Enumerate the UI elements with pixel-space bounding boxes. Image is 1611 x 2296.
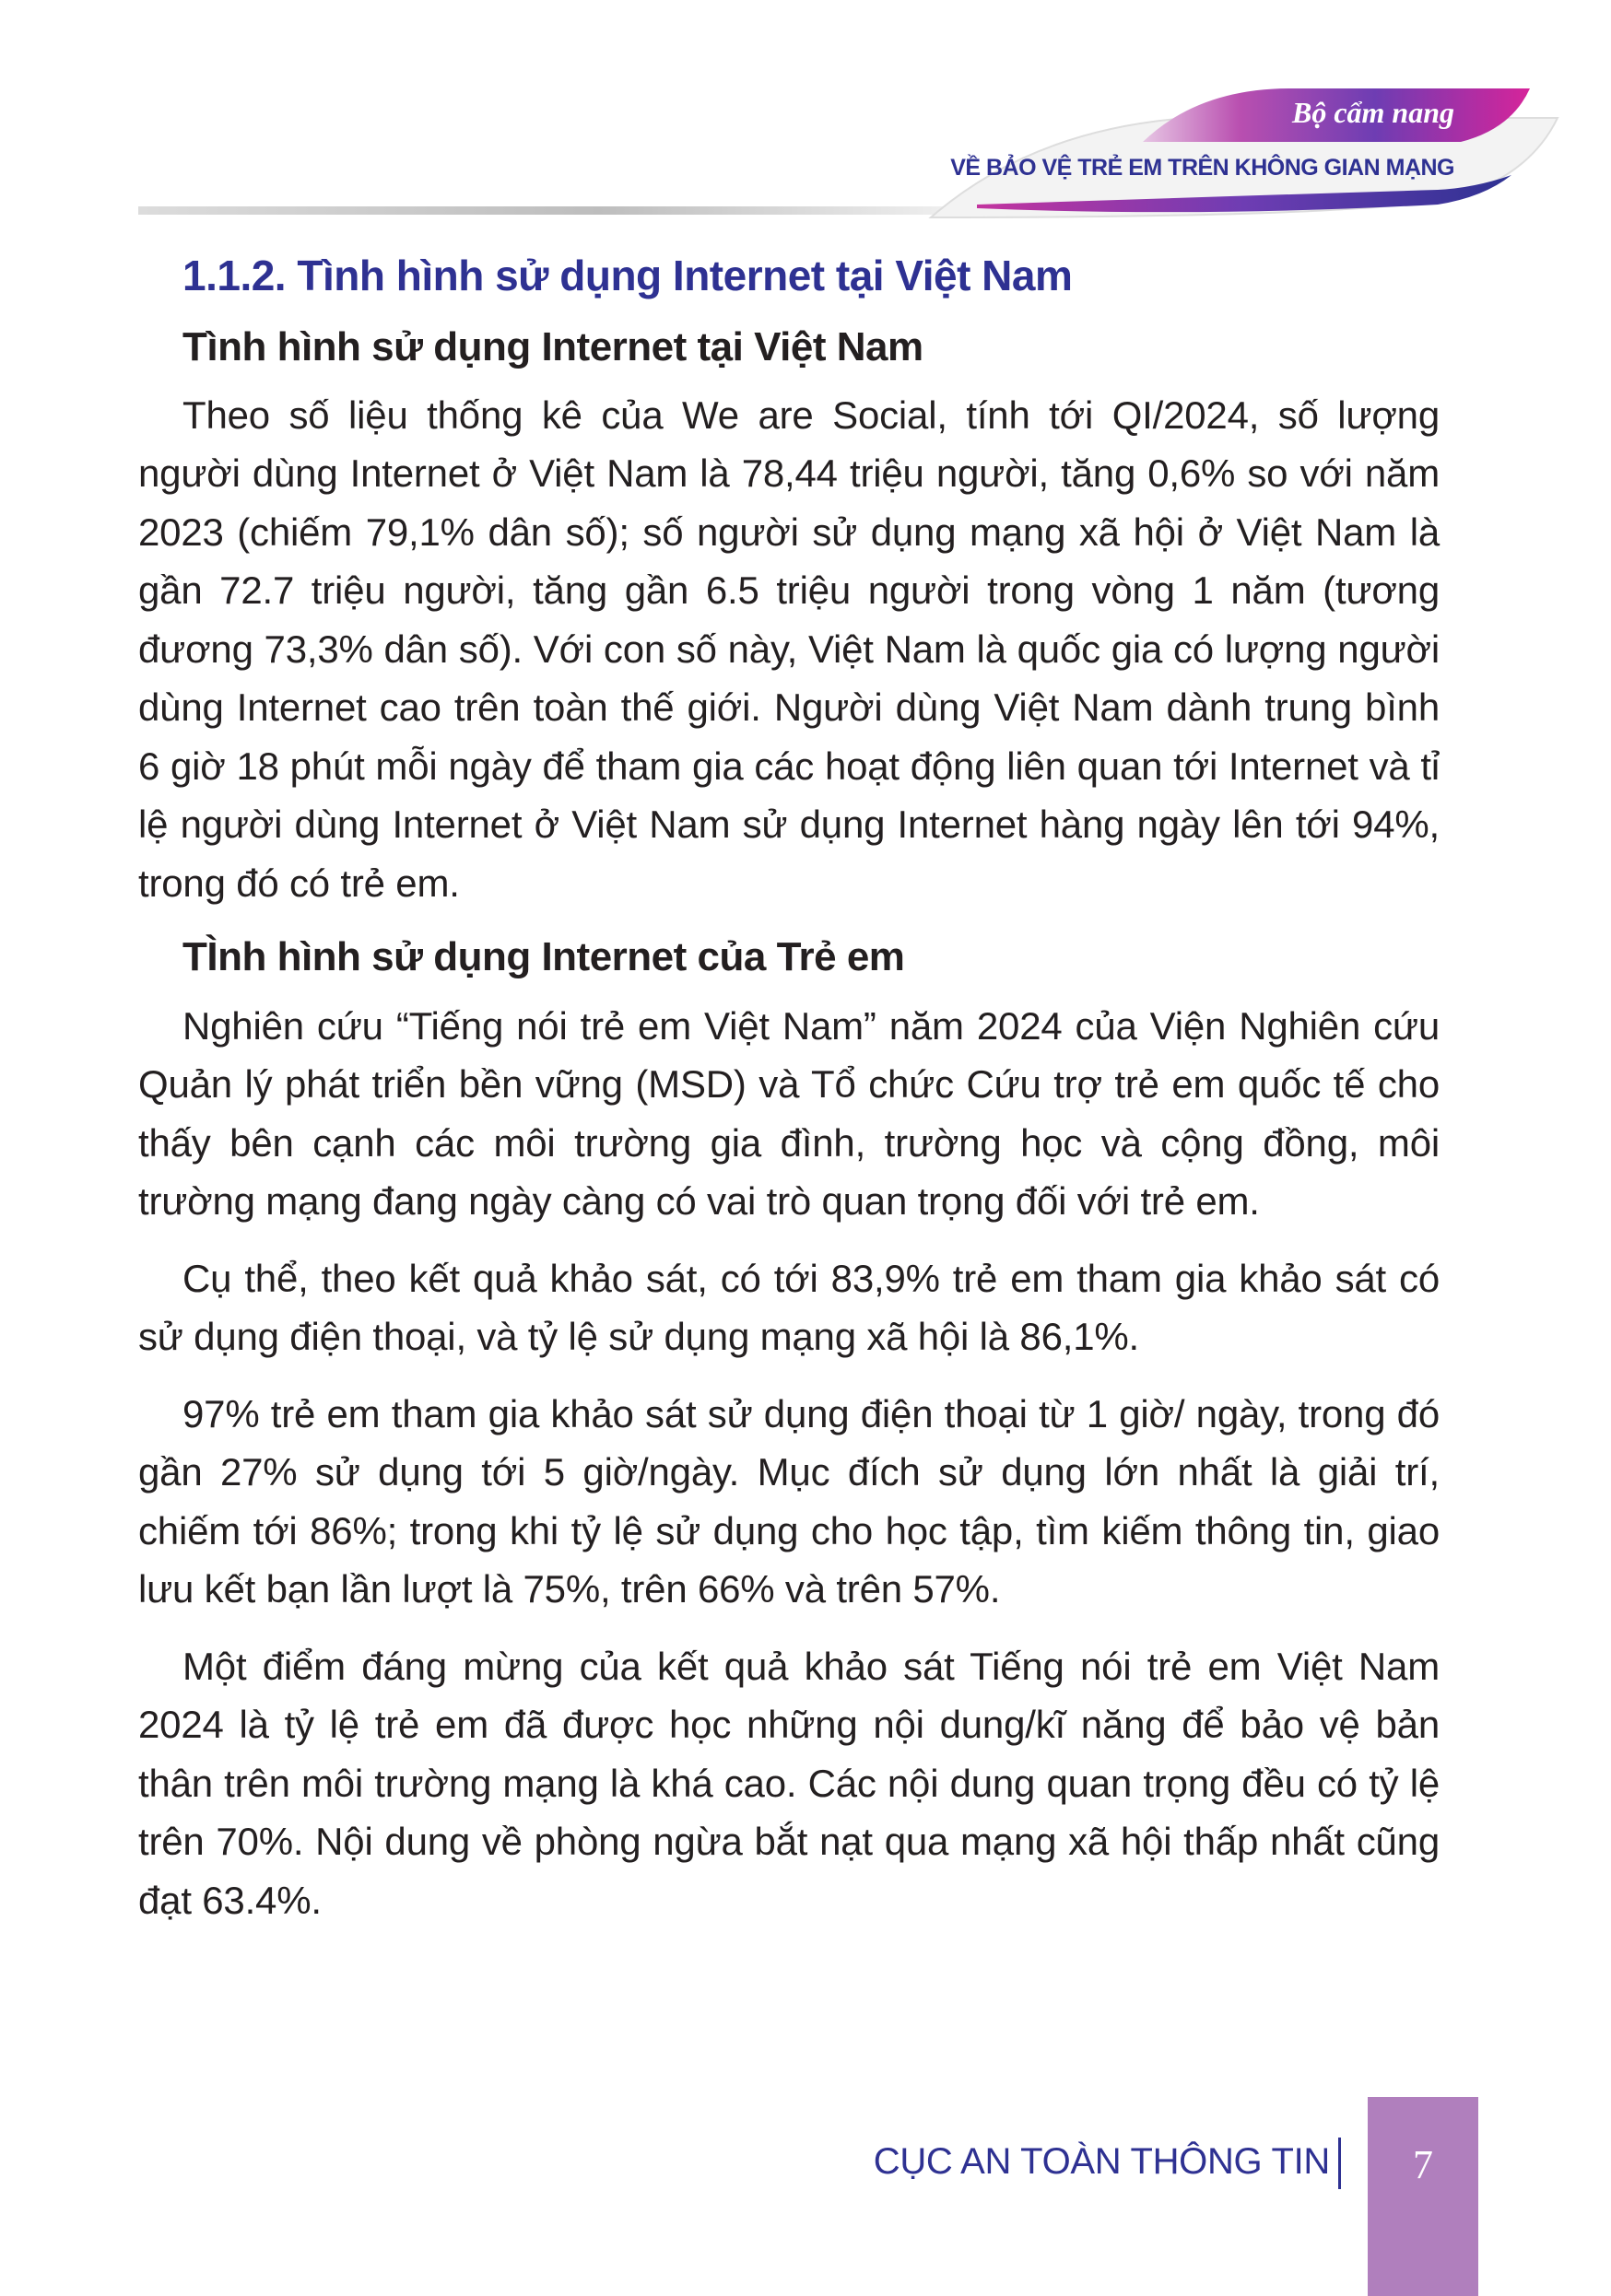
paragraph-safety-skills: Một điểm đáng mừng của kết quả khảo sát Tiếng nói trẻ em Việt Nam 2024 là tỷ lệ trẻ em đã được học những nội dung/kĩ năng để bảo vệ bản thân trên môi trường mạng là khá cao. Các nội dung quan trọng đều có tỷ lệ trên 70%. Nội dung về phòng ngừa bắt nạt qua mạng xã hội thấp nhất cũng đạt 63.4%. xyxy=(138,1644,1440,1922)
brand-title: Bộ cẩm nang xyxy=(1291,96,1454,129)
paragraph-usage-purposes: 97% trẻ em tham gia khảo sát sử dụng điện thoại từ 1 giờ/ ngày, trong đó gần 27% sử dụng tới 5 giờ/ngày. Mục đích sử dụng lớn nhất là giải trí, chiếm tới 86%; trong khi tỷ lệ sử dụng cho học tập, tìm kiếm thông tin, giao lưu kết bạn lần lượt là 75%, trên 66% và trên 57%. xyxy=(138,1391,1440,1611)
footer-agency-name: CỤC AN TOÀN THÔNG TIN xyxy=(873,2141,1330,2182)
paragraph-survey-phone-usage: Cụ thể, theo kết quả khảo sát, có tới 83,9% trẻ em tham gia khảo sát có sử dụng điện thoại, và tỷ lệ sử dụng mạng xã hội là 86,1%. xyxy=(138,1256,1440,1359)
page-content xyxy=(138,249,1440,1948)
header-banner xyxy=(0,0,1611,240)
page-number-tab xyxy=(1368,2097,1478,2296)
footer-divider xyxy=(1338,2138,1341,2189)
page-number: 7 xyxy=(1413,2142,1433,2187)
section-heading: 1.1.2. Tình hình sử dụng Internet tại Việt Nam xyxy=(182,252,1073,299)
subheading-internet-vietnam: Tình hình sử dụng Internet tại Việt Nam xyxy=(182,323,923,369)
paragraph-research-overview: Nghiên cứu “Tiếng nói trẻ em Việt Nam” năm 2024 của Viện Nghiên cứu Quản lý phát triển bền vững (MSD) và Tổ chức Cứu trợ trẻ em quốc tế cho thấy bên cạnh các môi trường gia đình, trường học và cộng đồng, môi trường mạng đang ngày càng có vai trò quan trọng đối với trẻ em. xyxy=(138,1003,1440,1224)
subheading-children-internet: TÌnh hình sử dụng Internet của Trẻ em xyxy=(182,934,905,980)
brand-subtitle: VỀ BẢO VỆ TRẺ EM TRÊN KHÔNG GIAN MẠNG xyxy=(950,155,1454,181)
paragraph-internet-statistics: Theo số liệu thống kê của We are Social, tính tới QI/2024, số lượng người dùng Internet ở Việt Nam là 78,44 triệu người, tăng 0,6% so với năm 2023 (chiếm 79,1% dân số); số người sử dụng mạng xã hội ở Việt Nam là gần 72.7 triệu người, tăng gần 6.5 triệu người trong vòng 1 năm (tương đương 73,3% dân số). Với con số này, Việt Nam là quốc gia có lượng người dùng Internet cao trên toàn thế giới. Người dùng Việt Nam dành trung bình 6 giờ 18 phút mỗi ngày để tham gia các hoạt động liên quan tới Internet và tỉ lệ người dùng Internet ở Việt Nam sử dụng Internet hàng ngày lên tới 94%, trong đó có trẻ em. xyxy=(138,392,1440,905)
header-rule xyxy=(138,206,1060,215)
